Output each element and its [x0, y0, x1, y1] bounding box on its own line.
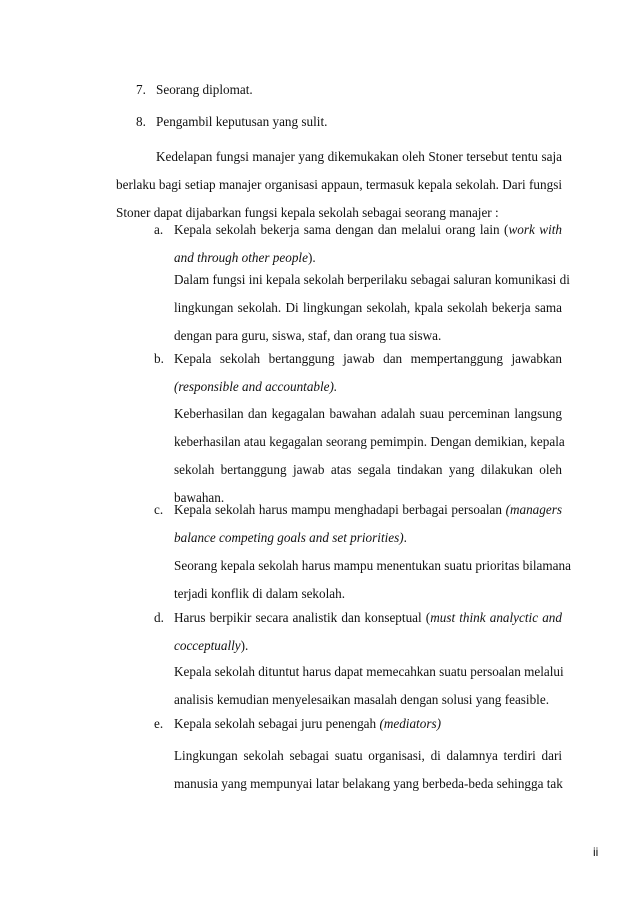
list-item-a: [154, 216, 562, 272]
list-letter: e.: [154, 716, 164, 731]
list-letter: c.: [154, 502, 164, 517]
item-heading-line: (responsible and accountable).: [174, 379, 338, 394]
item-heading-line: Kepala sekolah bekerja sama dengan dan melalui orang lain (work with: [174, 222, 562, 237]
intro-line: Kedelapan fungsi manajer yang dikemukakan oleh Stoner tersebut tentu saja: [156, 149, 562, 164]
list-item-c: [154, 496, 562, 552]
item-heading-line: Kepala sekolah sebagai juru penengah (mediators): [174, 716, 441, 731]
list-text: Pengambil keputusan yang sulit.: [156, 114, 328, 129]
list-number: 7.: [136, 82, 146, 97]
list-item-e: [154, 710, 562, 738]
item-e-description: Lingkungan sekolah sebagai suatu organisasi, di dalamnya terdiri dari manusia yang mempunyai latar belakang yang berbeda-beda sehingga tak: [174, 748, 563, 791]
item-b-description: Keberhasilan dan kegagalan bawahan adalah suau perceminan langsung keberhasilan atau kegagalan seorang pemimpin. Dengan demikian, kepala sekolah bertanggung jawab atas segala tindakan yang dilakukan oleh bawahan.: [174, 406, 565, 505]
list-number: 8.: [136, 114, 146, 129]
item-a-description: Dalam fungsi ini kepala sekolah berperilaku sebagai saluran komunikasi di lingkungan sekolah. Di lingkungan sekolah, kpala sekolah bekerja sama dengan para guru, siswa, staf, dan orang tua siswa.: [174, 272, 570, 343]
page-number: ii: [593, 845, 599, 859]
item-d-description: Kepala sekolah dituntut harus dapat memecahkan suatu persoalan melalui analisis kemudian menyelesaikan masalah dengan solusi yang feasible.: [174, 664, 564, 707]
item-heading-line: and through other people).: [174, 250, 316, 265]
intro-line: Stoner dapat dijabarkan fungsi kepala sekolah sebagai seorang manajer :: [116, 205, 499, 220]
list-item-d: [154, 604, 562, 660]
item-heading-line: Kepala sekolah bertanggung jawab dan mempertanggung jawabkan: [174, 351, 562, 366]
intro-line: berlaku bagi setiap manajer organisasi appaun, termasuk kepala sekolah. Dari fungsi: [116, 177, 562, 192]
item-heading-line: Harus berpikir secara analistik dan konseptual (must think analyctic and: [174, 610, 562, 625]
list-item-b: [154, 345, 562, 401]
list-letter: d.: [154, 610, 164, 625]
list-letter: a.: [154, 222, 164, 237]
item-heading-line: balance competing goals and set priorities).: [174, 530, 407, 545]
list-text: Seorang diplomat.: [156, 82, 253, 97]
item-heading-line: cocceptually).: [174, 638, 249, 653]
item-heading-line: Kepala sekolah harus mampu menghadapi berbagai persoalan (managers: [174, 502, 562, 517]
list-letter: b.: [154, 351, 164, 366]
item-c-description: Seorang kepala sekolah harus mampu menentukan suatu prioritas bilamana terjadi konflik di dalam sekolah.: [174, 558, 571, 601]
intro-paragraph: [116, 143, 562, 227]
